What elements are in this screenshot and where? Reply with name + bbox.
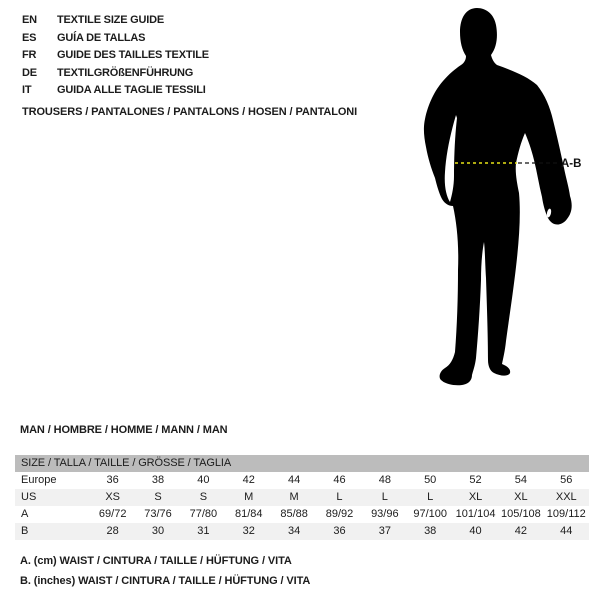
row-label: B: [21, 525, 29, 537]
size-value-cell: 46: [333, 474, 346, 486]
size-value-cell: 36: [333, 525, 346, 537]
size-value-cell: 73/76: [144, 508, 172, 520]
size-value-cell: 56: [560, 474, 573, 486]
size-value-cell: 50: [424, 474, 437, 486]
size-value-cell: 31: [197, 525, 210, 537]
size-value-cell: 40: [197, 474, 210, 486]
size-table: [15, 455, 589, 540]
language-code: FR: [22, 49, 37, 61]
footnotes: [20, 551, 310, 591]
language-code: DE: [22, 66, 37, 79]
size-table-body: [15, 472, 589, 540]
size-value-cell: M: [289, 491, 299, 503]
size-value-cell: XXL: [555, 491, 577, 503]
size-value-cell: 81/84: [234, 508, 263, 520]
size-value-cell: L: [336, 491, 343, 503]
language-title: GUIDA ALLE TAGLIE TESSILI: [57, 84, 206, 96]
row-label: Europe: [21, 474, 57, 486]
size-value-cell: L: [427, 491, 434, 503]
size-value-cell: L: [381, 491, 388, 503]
size-value-cell: 42: [514, 525, 528, 537]
size-value-cell: XS: [105, 491, 121, 503]
language-title: TEXTILGRÖßENFÜHRUNG: [57, 66, 194, 79]
language-title: GUIDE DES TAILLES TEXTILE: [57, 49, 209, 61]
size-value-cell: 69/72: [98, 508, 127, 520]
size-value-cell: 77/80: [189, 508, 218, 520]
man-silhouette: [424, 8, 572, 385]
size-value-cell: S: [199, 491, 208, 503]
language-title: TEXTILE SIZE GUIDE: [57, 14, 165, 26]
footnote-line: B. (inches) WAIST / CINTURA / TAILLE / HÜFTUNG / VITA: [20, 575, 311, 587]
size-value-cell: 109/112: [546, 508, 586, 520]
size-value-cell: 105/108: [501, 508, 541, 520]
size-value-cell: 54: [514, 474, 528, 486]
size-value-cell: 89/92: [325, 508, 354, 520]
footnote-line: A. (cm) WAIST / CINTURA / TAILLE / HÜFTUNG / VITA: [20, 555, 292, 567]
size-value-cell: 48: [378, 474, 391, 486]
size-value-cell: 28: [106, 525, 119, 537]
size-value-cell: 85/88: [280, 508, 308, 520]
size-value-cell: XL: [514, 491, 528, 503]
size-value-cell: 44: [287, 474, 301, 486]
size-value-cell: 32: [242, 525, 255, 537]
size-value-cell: 40: [469, 525, 482, 537]
measure-label: A-B: [561, 158, 582, 170]
table-row: [15, 506, 589, 523]
table-row: [15, 523, 589, 540]
size-value-cell: 36: [106, 474, 119, 486]
garment-type-line: TROUSERS / PANTALONES / PANTALONS / HOSEN / PANTALONI: [22, 106, 358, 118]
size-table-header: SIZE / TALLA / TAILLE / GRÖSSE / TAGLIA: [15, 455, 589, 472]
size-value-cell: M: [244, 491, 254, 503]
table-row: [15, 472, 589, 489]
row-label: US: [21, 491, 37, 503]
size-value-cell: 38: [424, 525, 437, 537]
size-value-cell: 37: [378, 525, 391, 537]
size-value-cell: 42: [242, 474, 255, 486]
size-value-cell: 97/100: [413, 508, 448, 520]
size-value-cell: S: [154, 491, 162, 503]
size-value-cell: 30: [151, 525, 165, 537]
size-value-cell: XL: [468, 491, 483, 503]
language-code: IT: [22, 84, 32, 96]
size-value-cell: 44: [560, 525, 573, 537]
table-row: [15, 489, 589, 506]
size-value-cell: 38: [151, 474, 165, 486]
language-code: ES: [22, 31, 37, 44]
size-value-cell: 93/96: [371, 508, 399, 520]
row-label: A: [21, 508, 29, 520]
size-value-cell: 34: [287, 525, 301, 537]
size-value-cell: 52: [469, 474, 482, 486]
section-title: MAN / HOMBRE / HOMME / MANN / MAN: [20, 424, 228, 436]
language-title: GUÍA DE TALLAS: [57, 31, 146, 44]
language-code: EN: [22, 14, 37, 26]
size-value-cell: 101/104: [455, 508, 496, 520]
